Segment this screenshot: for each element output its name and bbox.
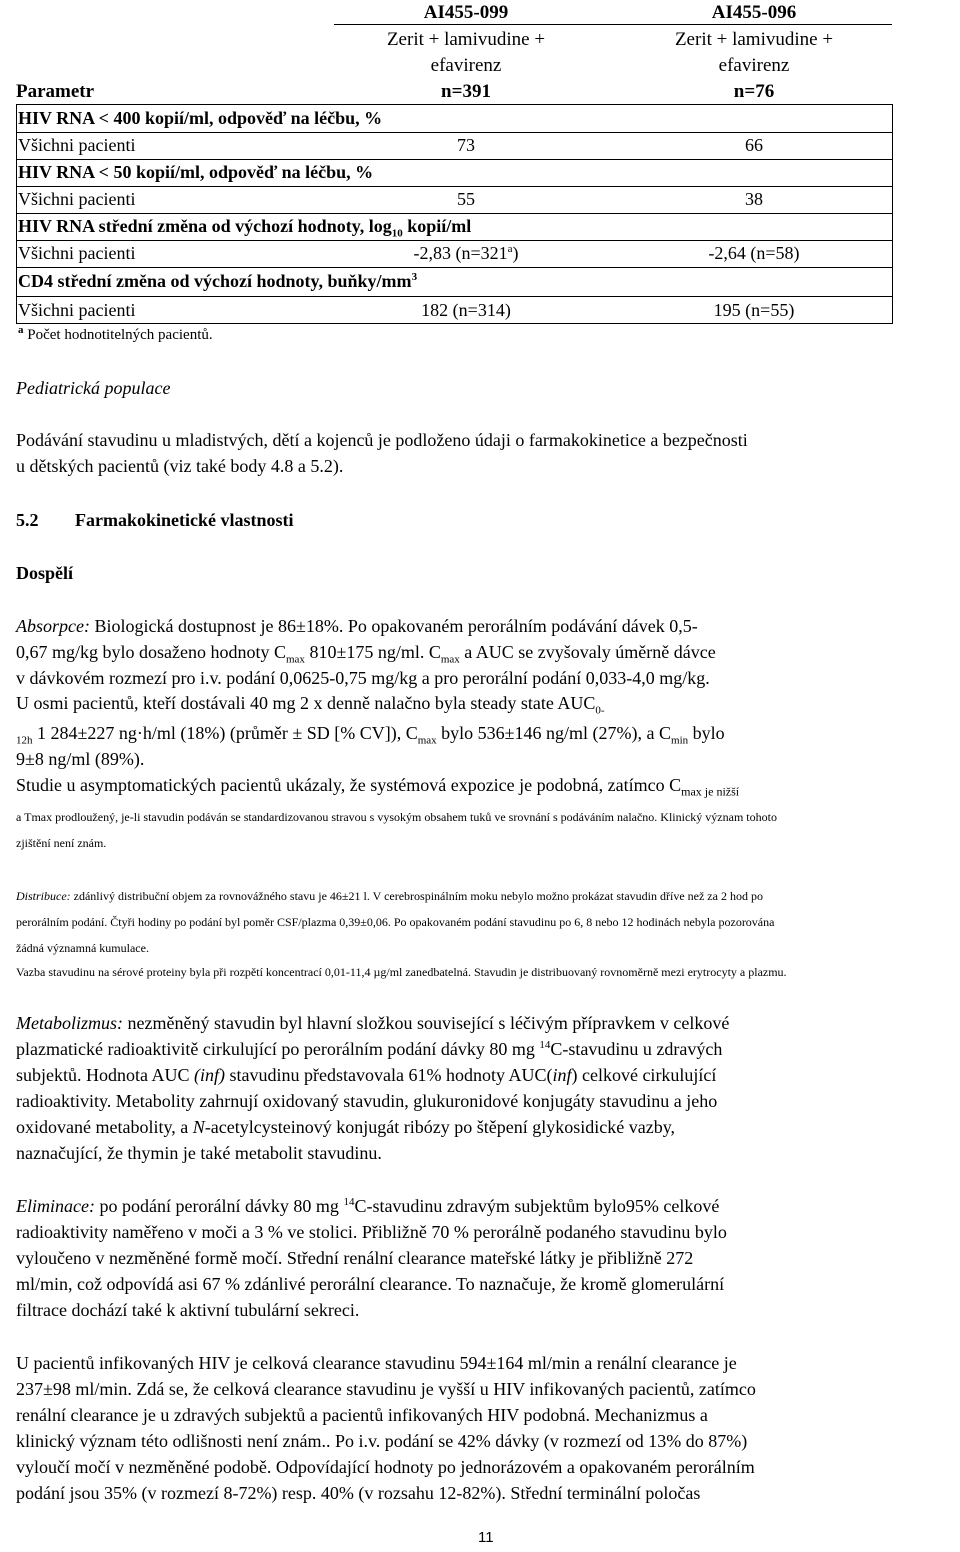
table-row <box>16 267 892 294</box>
distribution-line2: perorálním podání. Čtyři hodiny po podání byl poměr CSF/plazma 0,39±0,06. Po opakovaném podání stavudinu po 6, 8 nebo 12 hodinách nebyla pozorována <box>16 915 775 929</box>
pediatric-heading: Pediatrická populace <box>16 378 171 398</box>
row-label: HIV RNA < 50 kopií/ml, odpověď na léčbu, % <box>18 162 374 182</box>
table-row <box>16 240 892 267</box>
page-number: 11 <box>478 1529 494 1546</box>
regimen2-line2: efavirenz <box>718 55 790 76</box>
metabolism-line3: subjektů. Hodnota AUC (inf) stavudinu představovala 61% hodnoty AUC(inf) celkové cirkulující <box>16 1065 717 1085</box>
table-row <box>16 186 892 213</box>
absorption-line8: a Tmax prodloužený, je-li stavudin podáván se standardizovanou stravou s vysokým obsahem tuků ve srovnání s podáváním nalačno. Klinický význam tohoto <box>16 810 777 824</box>
absorption-line2: 0,67 mg/kg bylo dosaženo hodnoty $C_{max}$ 810±175 ng/ml. $C_{max}$ a AUC se zvyšovaly úměrně dávce <box>16 642 716 666</box>
table-row <box>16 159 892 186</box>
row-value-study2: 195 (n=55) <box>713 300 795 320</box>
elimination-line1: Eliminace: po podání perorální dávky 80 mg $^{14}$C-stavudinu zdravým subjektům bylo95% celkové <box>16 1196 720 1216</box>
section-number: 5.2 <box>16 510 39 530</box>
table-row <box>16 105 892 132</box>
elimination-line4: ml/min, což odpovídá asi 67 % zdánlivé perorální clearance. To naznačuje, že kromě glomerulární <box>16 1274 725 1294</box>
clearance-line3: renální clearance je u zdravých subjektů a pacientů infikovaných HIV podobná. Mechanizmus a <box>16 1405 708 1425</box>
row-label: Všichni pacienti <box>18 189 136 209</box>
clearance-line6: podání jsou 35% (v rozmezí 8-72%) resp. 40% (v rozsahu 12-82%). Střední terminální poločas <box>16 1483 701 1503</box>
param-header: Parametr <box>16 81 95 102</box>
absorption-line5: $_{12h}$ 1 284±227 ng·h/ml (18%) (průměr ± SD [% CV]), $C_{max}$ bylo 536±146 ng/ml (27%), a $C_{min}$ bylo <box>16 723 725 747</box>
elimination-line5: filtrace dochází také k aktivní tubulární sekreci. <box>16 1300 360 1320</box>
table-row <box>16 297 892 324</box>
clearance-line1: U pacientů infikovaných HIV je celková clearance stavudinu 594±164 ml/min a renální clearance je <box>16 1353 737 1373</box>
clearance-line2: 237±98 ml/min. Zdá se, že celková clearance stavudinu je vyšší u HIV infikovaných pacientů, zatímco <box>16 1379 756 1399</box>
row-value-study2: 38 <box>745 189 763 209</box>
regimen1-line2: efavirenz <box>430 55 502 76</box>
table-row <box>16 132 892 159</box>
pediatric-text-line1: Podávání stavudinu u mladistvých, dětí a kojenců je podloženo údaji o farmakokinetice a bezpečnosti <box>16 430 748 450</box>
metabolism-line4: radioaktivity. Metabolity zahrnují oxidovaný stavudin, glukuronidové konjugáty stavudinu a jeho <box>16 1091 718 1111</box>
distribution-line4: Vazba stavudinu na sérové proteiny byla při rozpětí koncentrací 0,01-11,4 µg/ml zanedbatelná. Stavudin je distribuovaný rovnoměrně mezi erytrocyty a plazmu. <box>16 965 787 979</box>
row-label: HIV RNA < 400 kopií/ml, odpověď na léčbu, % <box>18 108 383 128</box>
elimination-line2: radioaktivity naměřeno v moči a 3 % ve stolici. Přibližně 70 % perorálně podaného stavudinu bylo <box>16 1222 727 1242</box>
absorption-line9: zjištění není znám. <box>16 836 107 850</box>
subheading-adults: Dospělí <box>16 563 74 583</box>
row-value-study1: 73 <box>457 135 475 155</box>
row-value-study1: 55 <box>457 189 475 209</box>
metabolism-line6: naznačující, že thymin je také metabolit stavudinu. <box>16 1143 382 1163</box>
row-value-study1: -2,83 $(n=321^a)$ <box>413 243 519 263</box>
row-label: CD4 střední změna od výchozí hodnoty, buňky/$mm^3$ <box>18 271 418 291</box>
clearance-line4: klinický význam této odlišnosti není znám.. Po i.v. podání se 42% dávky (v rozmezí od 13% do 87%) <box>16 1431 748 1451</box>
section-title: Farmakokinetické vlastnosti <box>75 510 294 530</box>
study2-header: AI455-096 <box>711 2 797 23</box>
row-value-study1: 182 (n=314) <box>421 300 511 320</box>
n2-header: n=76 <box>733 81 775 102</box>
absorption-line1: Absorpce: Biologická dostupnost je 86±18%. Po opakovaném perorálním podávání dávek 0,5- <box>16 616 698 636</box>
row-label: Všichni pacienti <box>18 243 136 263</box>
table-footnote: $^a$ Počet hodnotitelných pacientů. <box>18 324 213 343</box>
absorption-line3: v dávkovém rozmezí pro i.v. podání 0,0625-0,75 mg/kg a pro perorální podání 0,033-4,0 mg/kg. <box>16 668 710 688</box>
row-value-study2: 66 <box>745 135 763 155</box>
row-label: Všichni pacienti <box>18 300 136 320</box>
metabolism-line1: Metabolizmus: nezměněný stavudin byl hlavní složkou související s léčivým přípravkem v celkové <box>16 1013 730 1033</box>
regimen2-line1: Zerit + lamivudine + <box>674 29 834 50</box>
elimination-line3: vyloučeno v nezměněné formě močí. Střední renální clearance mateřské látky je přibližně 272 <box>16 1248 694 1268</box>
absorption-line7: Studie u asymptomatických pacientů ukázaly, že systémová expozice je podobná, zatímco $C_{max je nižší}$ <box>16 775 740 799</box>
absorption-line6: 9±8 ng/ml (89%). <box>16 749 145 769</box>
metabolism-line5: oxidované metabolity, a N-acetylcysteinový konjugát ribózy po štěpení glykosidické vazby, <box>16 1117 676 1137</box>
clearance-line5: vyloučí močí v nezměněné podobě. Odpovídající hodnoty po jednorázovém a opakovaném perorálním <box>16 1457 755 1477</box>
metabolism-line2: plazmatické radioaktivitě cirkulující po perorálním podání dávky 80 mg $^{14}$C-stavudinu u zdravých <box>16 1039 723 1059</box>
pediatric-text-line2: u dětských pacientů (viz také body 4.8 a 5.2). <box>16 456 344 476</box>
row-label: Všichni pacienti <box>18 135 136 155</box>
row-value-study2: -2,64 (n=58) <box>708 243 800 263</box>
distribution-line3: žádná významná kumulace. <box>16 941 149 955</box>
n1-header: n=391 <box>441 81 491 102</box>
study1-header: AI455-099 <box>423 2 509 23</box>
table-right-border <box>892 104 893 324</box>
absorption-line4: U osmi pacientů, kteří dostávali 40 mg 2 x denně nalačno byla steady state $AUC_{0-}$ <box>16 693 605 717</box>
distribution-line1: Distribuce: zdánlivý distribuční objem za rovnovážného stavu je 46±21 l. V cerebrospinálním moku nebylo možno prokázat stavudin dříve než za 2 hod po <box>16 889 763 903</box>
regimen1-line1: Zerit + lamivudine + <box>386 29 546 50</box>
table-row <box>16 213 892 240</box>
row-label: HIV RNA střední změna od výchozí hodnoty, $\log_{10}$ kopií/ml <box>18 216 472 240</box>
